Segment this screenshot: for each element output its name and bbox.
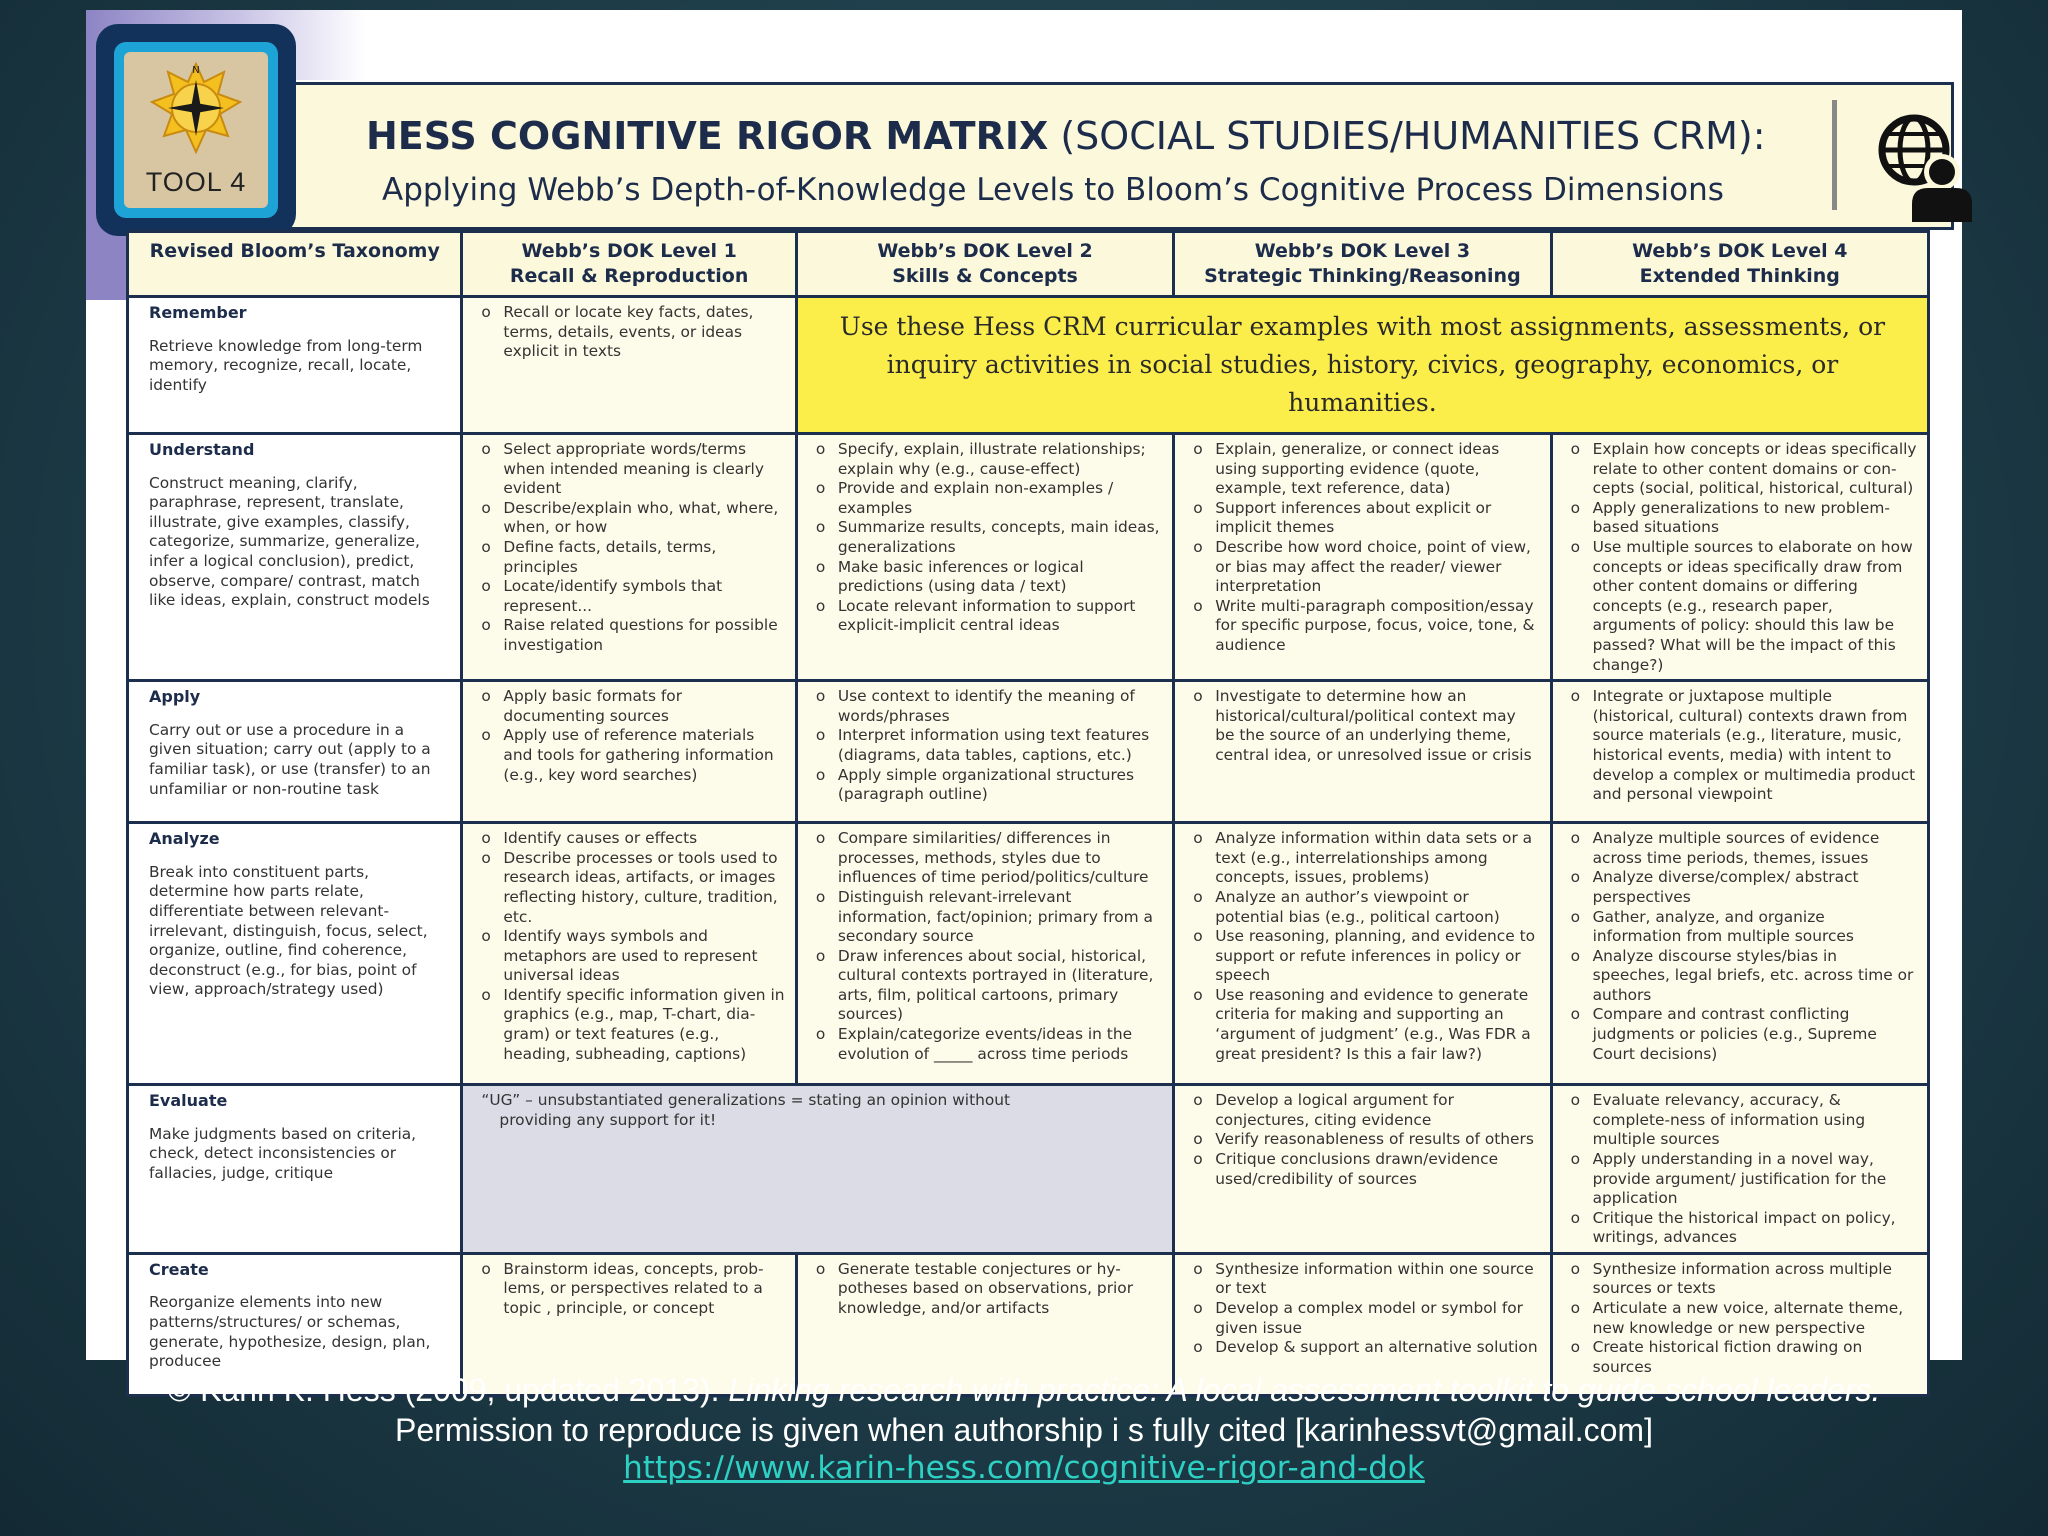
hess-crm-banner — [796, 297, 1928, 434]
list-item: o Analyze diverse/complex/ abstract perspectives — [1571, 868, 1917, 907]
title-bold: HESS COGNITIVE RIGOR MATRIX — [366, 114, 1049, 158]
column-header-dok3-name: Strategic Thinking/Reasoning — [1204, 265, 1521, 287]
row-header-analyze — [128, 823, 462, 1085]
list-item: o Integrate or juxtapose multiple (historical, cultural) contexts drawn from source materials (e.g., literature, music, historical events, media) with intent to develop a complex or multimedia product and personal viewpoint — [1571, 687, 1917, 805]
list-item: o Develop a complex model or symbol for given issue — [1193, 1299, 1539, 1338]
list-item: o Identify ways symbols and metaphors are used to represent universal ideas — [481, 927, 784, 986]
row-desc-remember: Retrieve knowledge from long-term memory, recognize, recall, locate, identify — [149, 336, 423, 394]
list-item: o Specify, explain, illustrate relationships; explain why (e.g., cause-effect) — [816, 440, 1162, 479]
list-item: o Use reasoning, planning, and evidence to support or refute inferences in policy or speech — [1193, 927, 1539, 986]
footer — [0, 1370, 2048, 1486]
footer-link[interactable]: https://www.karin-hess.com/cognitive-rigor-and-dok — [623, 1450, 1425, 1486]
list-item: o Verify reasonableness of results of others — [1193, 1130, 1539, 1150]
column-header-dok4 — [1551, 232, 1928, 297]
column-header-dok1-level: Webb’s DOK Level 1 — [521, 240, 737, 262]
list-item: o Use context to identify the meaning of words/phrases — [816, 687, 1162, 726]
cell-analyze-dok3 — [1174, 823, 1551, 1085]
list-item: o Identify causes or effects — [481, 829, 784, 849]
list-item: o Develop a logical argument for conjectures, citing evidence — [1193, 1091, 1539, 1130]
list-item: o Explain/categorize events/ideas in the evolution of _____ across time periods — [816, 1025, 1162, 1064]
list-item: o Develop & support an alternative solution — [1193, 1338, 1539, 1358]
bullet-list — [816, 687, 1162, 805]
column-header-dok2-level: Webb’s DOK Level 2 — [877, 240, 1093, 262]
bullet-list — [1193, 1091, 1539, 1189]
bullet-list — [1571, 829, 1917, 1064]
row-name-create: Create — [149, 1259, 209, 1279]
cell-remember-dok1 — [462, 297, 796, 434]
cell-understand-dok2 — [796, 434, 1173, 681]
footer-citation-line — [0, 1370, 2048, 1410]
cell-understand-dok3 — [1174, 434, 1551, 681]
footer-permission: Permission to reproduce is given when authorship i s fully cited [karinhessvt@gmail.com] — [395, 1412, 1653, 1448]
cell-analyze-dok2 — [796, 823, 1173, 1085]
page-title — [366, 114, 1806, 158]
list-item: o Compare similarities/ differences in processes, methods, styles due to influences of time period/politics/culture — [816, 829, 1162, 888]
list-item: o Describe how word choice, point of view, or bias may affect the reader/ viewer interpretation — [1193, 538, 1539, 597]
column-header-dok4-level: Webb’s DOK Level 4 — [1632, 240, 1848, 262]
bullet-list — [481, 687, 784, 785]
tool-badge-panel — [124, 52, 268, 208]
list-item: o Distinguish relevant-irrelevant information, fact/opinion; primary from a secondary source — [816, 888, 1162, 947]
list-item: o Apply simple organizational structures (paragraph outline) — [816, 766, 1162, 805]
row-desc-create: Reorganize elements into new patterns/structures/ or schemas, generate, hypothesize, design, plan, producee — [149, 1293, 431, 1371]
list-item: o Locate relevant information to support explicit-implicit central ideas — [816, 597, 1162, 636]
cell-evaluate-dok4 — [1551, 1085, 1928, 1254]
column-header-dok1-name: Recall & Reproduction — [509, 265, 749, 287]
cell-analyze-dok1 — [462, 823, 796, 1085]
bullet-list — [481, 1260, 784, 1319]
globe-person-icon — [1872, 110, 1972, 222]
row-desc-evaluate: Make judgments based on criteria, check, detect inconsistencies or fallacies, judge, critique — [149, 1124, 417, 1182]
list-item: o Generate testable conjectures or hy-potheses based on observations, prior knowledge, and/or artifacts — [816, 1260, 1162, 1319]
cell-apply-dok2 — [796, 681, 1173, 823]
header-divider — [1832, 100, 1837, 210]
list-item: o Create historical fiction drawing on sources — [1571, 1338, 1917, 1377]
row-desc-apply: Carry out or use a procedure in a given situation; carry out (apply to a familiar task), or use (transfer) to an unfamiliar or non-routine task — [149, 720, 431, 798]
row-name-apply: Apply — [149, 687, 201, 707]
cell-apply-dok3 — [1174, 681, 1551, 823]
list-item: o Provide and explain non-examples / examples — [816, 479, 1162, 518]
row-evaluate — [128, 1085, 1929, 1254]
list-item: o Apply understanding in a novel way, provide argument/ justification for the application — [1571, 1150, 1917, 1209]
list-item: o Explain, generalize, or connect ideas using supporting evidence (quote, example, text reference, data) — [1193, 440, 1539, 499]
ug-note-line1: “UG” – unsubstantiated generalizations = stating an opinion without — [481, 1091, 1011, 1110]
bullet-list — [1571, 1260, 1917, 1378]
list-item: o Interpret information using text features (diagrams, data tables, captions, etc.) — [816, 726, 1162, 765]
compass-north-letter: N — [192, 65, 200, 76]
cell-understand-dok1 — [462, 434, 796, 681]
cell-evaluate-dok3 — [1174, 1085, 1551, 1254]
list-item: o Apply generalizations to new problem-based situations — [1571, 499, 1917, 538]
row-understand — [128, 434, 1929, 681]
compass-icon — [146, 58, 246, 158]
list-item: o Support inferences about explicit or implicit themes — [1193, 499, 1539, 538]
tool-label: TOOL 4 — [145, 167, 247, 197]
footer-citation: © Karin K. Hess (2009, updated 2013). — [167, 1372, 729, 1408]
cell-understand-dok4 — [1551, 434, 1928, 681]
bullet-list — [481, 303, 784, 362]
list-item: o Use reasoning and evidence to generate criteria for making and supporting an ‘argument of judgment’ (e.g., Was FDR a great president? Is this a fair law?) — [1193, 986, 1539, 1064]
tool-badge-frame — [114, 42, 278, 218]
list-item: o Define facts, details, terms, principles — [481, 538, 784, 577]
list-item: o Brainstorm ideas, concepts, prob-lems, or perspectives related to a topic , principle, or concept — [481, 1260, 784, 1319]
ug-note-line2: providing any support for it! — [499, 1110, 717, 1129]
list-item: o Use multiple sources to elaborate on how concepts or ideas specifically draw from other content domains or differing concepts (e.g., research paper, arguments of policy: should this law be passed? What will be the impact of this change?) — [1571, 538, 1917, 675]
list-item: o Analyze discourse styles/bias in speeches, legal briefs, etc. across time or authors — [1571, 947, 1917, 1006]
list-item: o Compare and contrast conflicting judgments or policies (e.g., Supreme Court decisions) — [1571, 1005, 1917, 1064]
row-desc-analyze: Break into constituent parts, determine how parts relate, differentiate between relevant-irrelevant, distinguish, focus, select, organize, outline, find coherence, deconstruct (e.g., for bias, point of view, approach/strategy used) — [149, 862, 428, 999]
list-item: o Analyze information within data sets or a text (e.g., interrelationships among concepts, issues, problems) — [1193, 829, 1539, 888]
list-item: o Recall or locate key facts, dates, terms, details, events, or ideas explicit in texts — [481, 303, 784, 362]
bullet-list — [481, 440, 784, 656]
banner-text: Use these Hess CRM curricular examples with most assignments, assessments, or inquiry activities in social studies, history, civics, geography, economics, or humanities. — [839, 312, 1886, 417]
page-subtitle: Applying Webb’s Depth-of-Knowledge Levels to Bloom’s Cognitive Process Dimensions — [382, 172, 1724, 208]
list-item: o Make basic inferences or logical predictions (using data / text) — [816, 558, 1162, 597]
row-name-remember: Remember — [149, 303, 247, 322]
bullet-list — [816, 440, 1162, 636]
bullet-list — [1571, 687, 1917, 805]
list-item: o Apply use of reference materials and tools for gathering information (e.g., key word searches) — [481, 726, 784, 785]
cell-apply-dok4 — [1551, 681, 1928, 823]
list-item: o Explain how concepts or ideas specifically relate to other content domains or con-cepts (social, political, historical, cultural) — [1571, 440, 1917, 499]
list-item: o Describe processes or tools used to research ideas, artifacts, or images reflecting history, culture, tradition, etc. — [481, 849, 784, 927]
list-item: o Describe/explain who, what, where, when, or how — [481, 499, 784, 538]
row-desc-understand: Construct meaning, clarify, paraphrase, represent, translate, illustrate, give examples, classify, categorize, summarize, generalize, infer a logical conclusion), predict, observe, compare/ contrast, match like ideas, explain, construct models — [149, 473, 430, 610]
bullet-list — [1193, 687, 1539, 765]
bullet-list — [1193, 829, 1539, 1064]
matrix-document — [86, 10, 1962, 1376]
list-item: o Gather, analyze, and organize information from multiple sources — [1571, 908, 1917, 947]
bullet-list — [1193, 1260, 1539, 1358]
row-apply — [128, 681, 1929, 823]
list-item: o Apply basic formats for documenting sources — [481, 687, 784, 726]
cell-analyze-dok4 — [1551, 823, 1928, 1085]
column-header-row — [128, 232, 1929, 297]
column-header-dok3-level: Webb’s DOK Level 3 — [1254, 240, 1471, 262]
list-item: o Investigate to determine how an historical/cultural/political context may be the source of an underlying theme, central idea, or unresolved issue or crisis — [1193, 687, 1539, 765]
list-item: o Synthesize information across multiple sources or texts — [1571, 1260, 1917, 1299]
column-header-dok4-name: Extended Thinking — [1639, 265, 1840, 287]
list-item: o Critique conclusions drawn/evidence used/credibility of sources — [1193, 1150, 1539, 1189]
row-header-remember — [128, 297, 462, 434]
column-header-dok1 — [462, 232, 796, 297]
row-header-understand — [128, 434, 462, 681]
bullet-list — [481, 829, 784, 1064]
list-item: o Identify specific information given in graphics (e.g., map, T-chart, dia-gram) or text features (e.g., heading, subheading, captions) — [481, 986, 784, 1064]
column-header-dok2 — [796, 232, 1173, 297]
bullet-list — [816, 829, 1162, 1064]
row-header-evaluate — [128, 1085, 462, 1254]
row-name-understand: Understand — [149, 440, 255, 459]
list-item: o Evaluate relevancy, accuracy, & complete-ness of information using multiple sources — [1571, 1091, 1917, 1150]
bullet-list — [1571, 1091, 1917, 1248]
list-item: o Summarize results, concepts, main ideas, generalizations — [816, 518, 1162, 557]
list-item: o Locate/identify symbols that represent... — [481, 577, 784, 616]
cell-apply-dok1 — [462, 681, 796, 823]
column-header-dok2-name: Skills & Concepts — [892, 265, 1078, 287]
row-name-analyze: Analyze — [149, 829, 220, 849]
list-item: o Analyze multiple sources of evidence across time periods, themes, issues — [1571, 829, 1917, 868]
list-item: o Analyze an author’s viewpoint or potential bias (e.g., political cartoon) — [1193, 888, 1539, 927]
cognitive-rigor-matrix — [126, 230, 1930, 1397]
bullet-list — [816, 1260, 1162, 1319]
column-header-dok3 — [1174, 232, 1551, 297]
list-item: o Select appropriate words/terms when intended meaning is clearly evident — [481, 440, 784, 499]
list-item: o Draw inferences about social, historical, cultural contexts portrayed in (literature, arts, film, political cartoons, primary sources) — [816, 947, 1162, 1025]
list-item: o Articulate a new voice, alternate theme, new knowledge or new perspective — [1571, 1299, 1917, 1338]
row-name-evaluate: Evaluate — [149, 1091, 228, 1111]
list-item: o Synthesize information within one source or text — [1193, 1260, 1539, 1299]
list-item: o Critique the historical impact on policy, writings, advances — [1571, 1209, 1917, 1248]
list-item: o Raise related questions for possible investigation — [481, 616, 784, 655]
bullet-list — [1571, 440, 1917, 675]
list-item: o Write multi-paragraph composition/essay for specific purpose, focus, voice, tone, & audience — [1193, 597, 1539, 656]
column-header-blooms-label: Revised Bloom’s Taxonomy — [149, 240, 440, 262]
row-header-apply — [128, 681, 462, 823]
row-remember — [128, 297, 1929, 434]
tool-badge — [96, 24, 296, 236]
row-analyze — [128, 823, 1929, 1085]
bullet-list — [1193, 440, 1539, 656]
column-header-blooms — [128, 232, 462, 297]
title-rest: (SOCIAL STUDIES/HUMANITIES CRM): — [1048, 114, 1766, 158]
ug-note-cell — [462, 1085, 1174, 1254]
footer-work-title: Linking research with practice: A local assessment toolkit to guide school leaders. — [728, 1372, 1881, 1408]
